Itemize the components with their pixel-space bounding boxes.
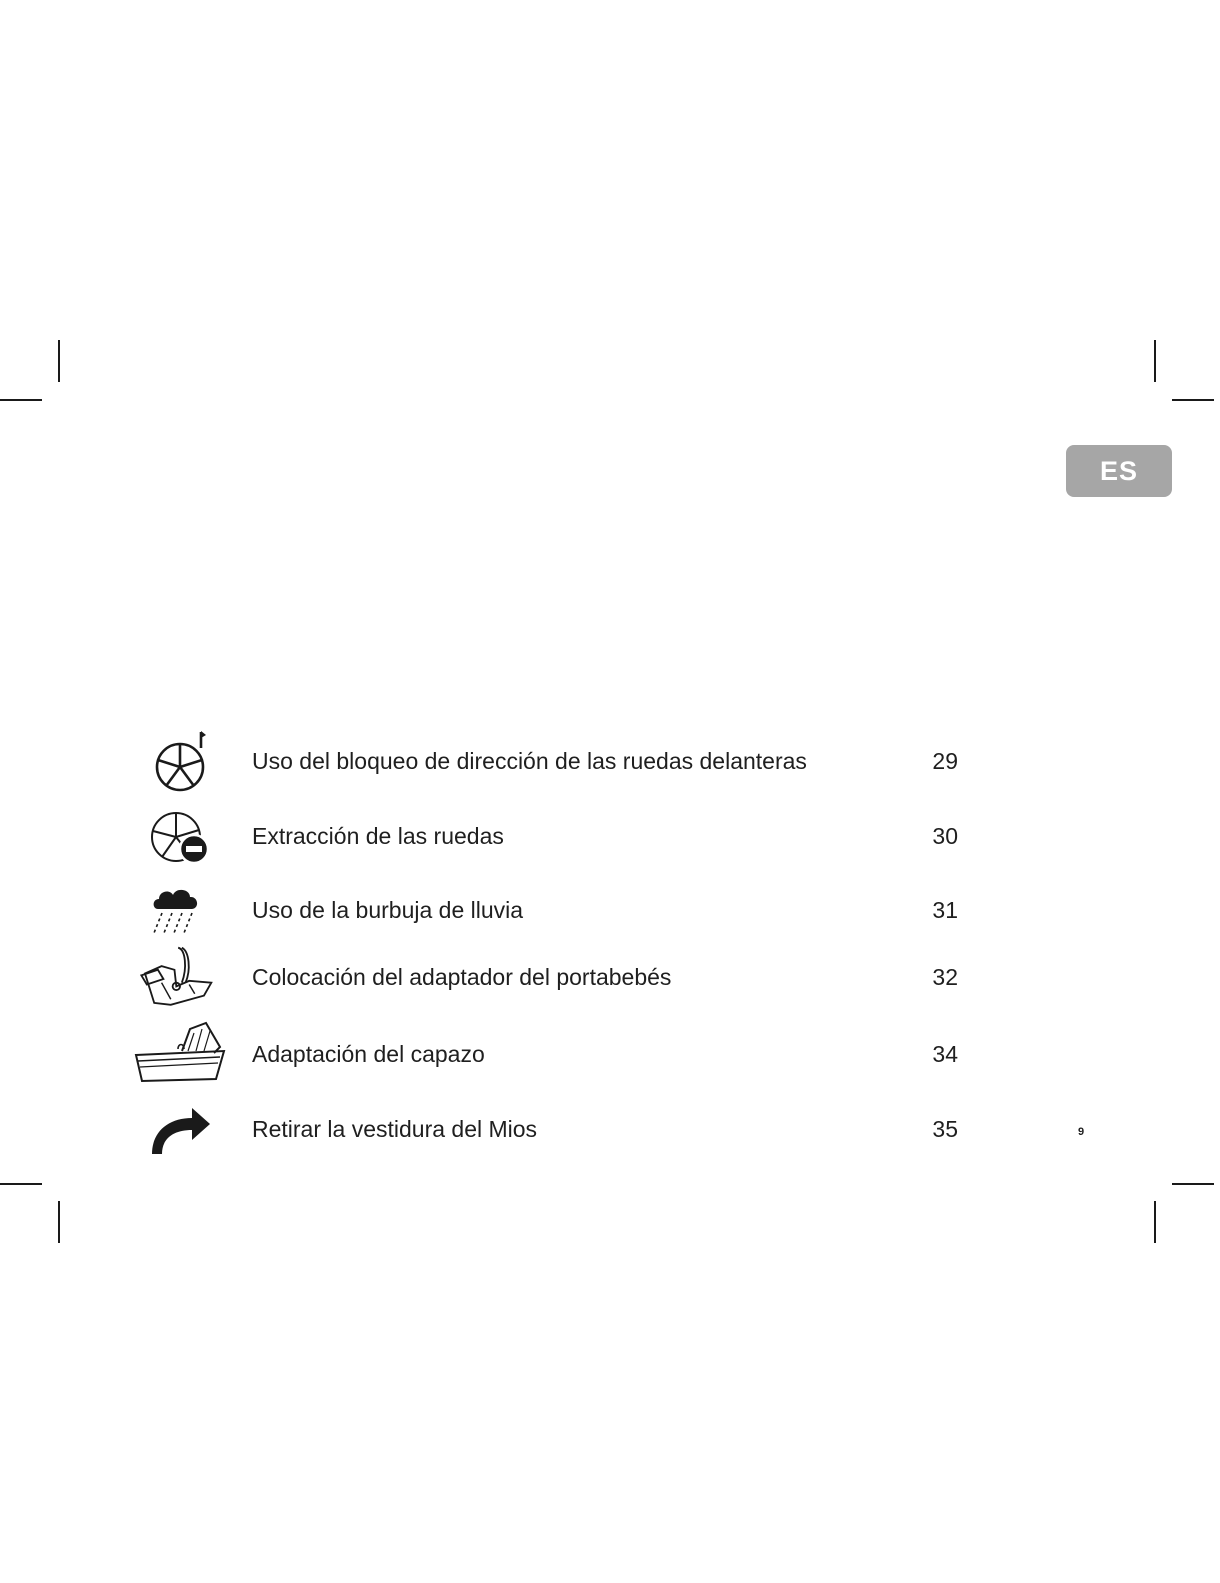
toc-item-page: 30: [932, 823, 958, 849]
page-number: 9: [1078, 1126, 1085, 1138]
toc-item[interactable]: [130, 1021, 970, 1091]
toc-item-label: Retirar la vestidura del Mios: [252, 1116, 538, 1142]
wheel-lock-icon: [130, 728, 230, 798]
curved-arrow-icon: [130, 1096, 230, 1166]
rain-cloud-icon: [130, 877, 230, 947]
toc-item[interactable]: [130, 944, 970, 1014]
toc-item-page: 31: [932, 897, 958, 923]
carrycot-icon: [130, 1021, 230, 1091]
toc-item[interactable]: [130, 877, 970, 947]
toc-item-page: 32: [932, 964, 958, 990]
toc-item[interactable]: [130, 803, 970, 873]
toc-item-page: 29: [932, 748, 958, 774]
toc-item-page: 35: [932, 1116, 958, 1142]
toc-item[interactable]: [130, 728, 970, 798]
toc-item-page: 34: [932, 1041, 958, 1067]
toc-item-label: Colocación del adaptador del portabebés: [252, 964, 672, 990]
car-seat-icon: [130, 944, 230, 1014]
toc-item-label: Extracción de las ruedas: [252, 823, 504, 849]
toc-item-label: Adaptación del capazo: [252, 1041, 485, 1067]
toc-item-label: Uso de la burbuja de lluvia: [252, 897, 524, 923]
toc-item[interactable]: [130, 1096, 970, 1166]
language-tab: ES: [1066, 445, 1172, 497]
toc-item-label: Uso del bloqueo de dirección de las ruedas delanteras: [252, 748, 807, 774]
wheel-remove-icon: [130, 803, 230, 873]
